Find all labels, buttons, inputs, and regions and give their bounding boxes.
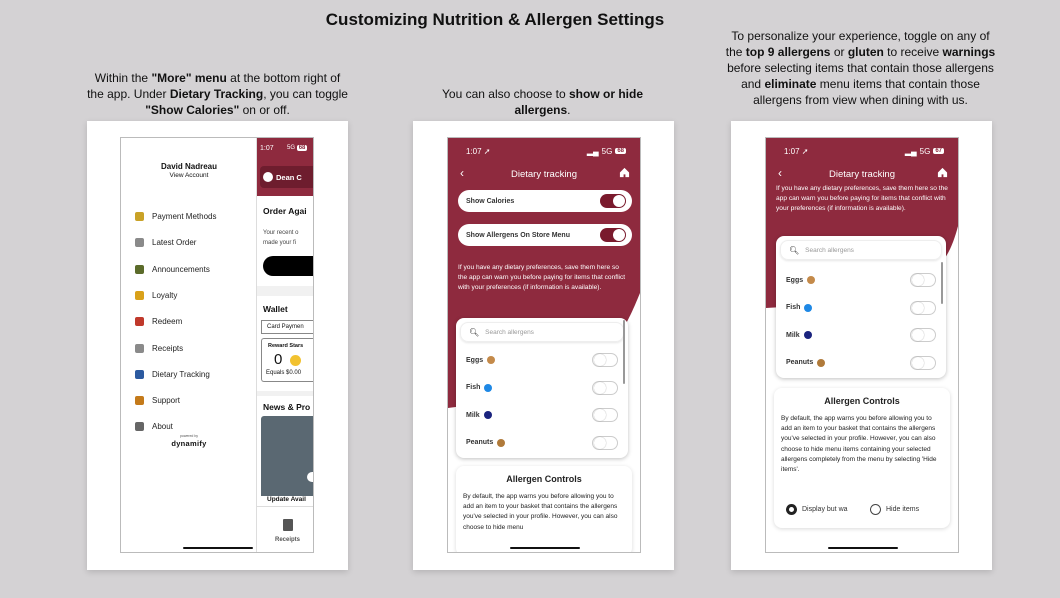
dietary-description: If you have any dietary preferences, save them here so the app can warn you before paying for items that conflict with your preferences (if information is available). xyxy=(458,264,626,291)
search-icon: 🔍︎ xyxy=(789,245,800,255)
allergen-list xyxy=(776,236,946,378)
store-logo-icon xyxy=(263,172,273,182)
allergen-name: Eggs xyxy=(466,356,484,364)
menu-item-label: Payment Methods xyxy=(152,212,217,221)
radio-selected-icon xyxy=(786,504,797,515)
equals-amount: Equals $0.00 xyxy=(266,370,302,376)
user-name: David Nadreau xyxy=(160,162,218,171)
reward-stars-card xyxy=(261,338,314,382)
battery-level: 67 xyxy=(935,148,942,154)
allergen-controls-card xyxy=(456,466,632,553)
caption-text: or xyxy=(830,45,848,59)
milk-icon xyxy=(484,411,492,419)
allergen-toggle-milk[interactable] xyxy=(910,328,936,342)
news-image xyxy=(261,416,314,496)
menu-item-label: Support xyxy=(152,396,181,406)
caption-text: eliminate xyxy=(764,77,817,91)
dynamify-logo: dynamify xyxy=(171,439,207,448)
allergen-label-group xyxy=(786,331,812,339)
fish-icon xyxy=(484,384,492,392)
battery-level: 68 xyxy=(298,145,306,151)
home-icon[interactable] xyxy=(937,167,948,178)
menu-item-redeem[interactable] xyxy=(135,317,182,326)
show-allergens-toggle[interactable] xyxy=(600,228,626,242)
allergen-row-peanuts xyxy=(466,435,618,451)
update-available-text: Update Avail xyxy=(267,496,306,503)
back-chevron-icon[interactable]: ‹ xyxy=(460,166,464,180)
caption-text: warnings xyxy=(942,45,996,59)
radio-hide-items[interactable] xyxy=(870,504,919,515)
medal-icon xyxy=(135,291,144,300)
order-again-heading: Order Agai xyxy=(263,206,307,216)
allergen-toggle-fish[interactable] xyxy=(910,301,936,315)
allergen-label-group xyxy=(786,359,825,367)
screenshot-card-personalize xyxy=(731,121,992,570)
back-chevron-icon[interactable]: ‹ xyxy=(778,166,782,180)
caption-more-menu xyxy=(87,70,348,118)
list-scrollbar[interactable] xyxy=(623,320,625,384)
list-scrollbar[interactable] xyxy=(941,262,943,304)
caption-text: "More" menu xyxy=(151,71,227,85)
status-time: 1:07 ➚ xyxy=(784,146,809,156)
cart-icon xyxy=(135,238,144,247)
caption-show-allergens xyxy=(422,86,663,118)
allergen-name: Peanuts xyxy=(466,439,494,446)
radio-display-warn[interactable] xyxy=(786,504,848,515)
menu-item-support[interactable] xyxy=(135,396,180,405)
search-placeholder: Search allergens xyxy=(485,328,534,336)
caption-text: . xyxy=(567,103,571,117)
allergen-toggle-eggs[interactable] xyxy=(910,273,936,287)
gift-icon xyxy=(135,317,144,326)
show-calories-toggle[interactable] xyxy=(600,194,626,208)
milk-icon xyxy=(804,331,812,339)
allergen-toggle-fish[interactable] xyxy=(592,381,618,395)
support-icon xyxy=(135,396,144,405)
caption-text: "Show Calories" xyxy=(145,103,240,117)
allergen-name: Fish xyxy=(786,304,801,311)
menu-item-label: Loyalty xyxy=(152,290,178,300)
fish-icon xyxy=(804,304,812,312)
allergen-toggle-milk[interactable] xyxy=(592,408,618,422)
allergen-controls-card xyxy=(774,388,950,528)
nav-bar xyxy=(448,166,640,182)
menu-item-label: Receipts xyxy=(152,343,184,353)
caption-text: before selecting items that contain those allergens and xyxy=(727,61,994,91)
side-menu xyxy=(121,138,257,553)
store-name: Dean C xyxy=(276,172,302,182)
caption-personalize xyxy=(722,28,999,108)
battery-level: 68 xyxy=(617,148,624,154)
receipts-tab[interactable]: Receipts xyxy=(275,537,301,543)
order-again-button[interactable] xyxy=(263,256,314,276)
star-icon xyxy=(290,355,301,366)
phone-more-menu xyxy=(120,137,314,553)
caption-text: Within the xyxy=(94,71,152,85)
show-calories-row xyxy=(458,190,632,212)
screenshot-card-show-allergens xyxy=(413,121,674,570)
menu-item-receipts[interactable] xyxy=(135,344,183,353)
allergen-row-milk xyxy=(466,407,618,423)
radio-unselected-icon xyxy=(870,504,881,515)
status-bar xyxy=(784,146,944,156)
page-title: Customizing Nutrition & Allergen Settings xyxy=(325,10,665,29)
egg-icon xyxy=(807,276,815,284)
powered-by-text: powered by xyxy=(179,434,199,438)
allergen-label-group xyxy=(466,384,492,392)
status-time: 1:07 ➚ xyxy=(466,146,491,156)
caption-text: gluten xyxy=(847,45,884,59)
allergen-name: Milk xyxy=(786,331,800,339)
allergen-label-group xyxy=(466,439,505,447)
radio-display-label: Display but wa xyxy=(802,506,848,513)
menu-item-loyalty[interactable] xyxy=(135,291,177,300)
peanut-icon xyxy=(817,359,825,367)
allergen-toggle-peanuts[interactable] xyxy=(592,436,618,450)
allergen-row-eggs xyxy=(786,272,936,288)
allergen-name: Fish xyxy=(466,384,481,391)
home-indicator xyxy=(828,547,898,549)
status-time: 1:07 xyxy=(260,145,274,152)
allergen-row-peanuts xyxy=(786,355,936,371)
home-indicator xyxy=(183,547,253,549)
wallet-heading: Wallet xyxy=(263,304,288,314)
signal-icon: ▂▄ xyxy=(904,146,917,156)
home-icon[interactable] xyxy=(619,167,630,178)
nav-title: Dietary tracking xyxy=(829,168,895,180)
caption-text: You can also choose to xyxy=(442,87,569,101)
signal-icon: ▂▄ xyxy=(586,146,599,156)
recent-order-text-2: made your fi xyxy=(263,240,297,246)
allergen-row-fish xyxy=(466,380,618,396)
caption-text: Dietary Tracking xyxy=(169,87,264,101)
menu-item-announcements[interactable] xyxy=(135,265,210,274)
allergen-name: Peanuts xyxy=(786,359,814,366)
peanut-icon xyxy=(497,439,505,447)
menu-item-payment-methods[interactable] xyxy=(135,212,216,221)
allergen-row-eggs xyxy=(466,352,618,368)
menu-item-label: Latest Order xyxy=(152,238,197,248)
allergen-controls-title: Allergen Controls xyxy=(824,396,900,406)
search-icon: 🔍︎ xyxy=(469,327,480,337)
network-label: 5G xyxy=(287,145,296,151)
radio-hide-label: Hide items xyxy=(886,506,920,513)
caption-text: menu items that contain those allergens from view when dining with us. xyxy=(753,77,980,107)
show-allergens-label: Show Allergens On Store Menu xyxy=(466,231,570,239)
network-label: 5G xyxy=(601,146,613,156)
allergen-search-input[interactable] xyxy=(780,240,942,260)
menu-item-label: Announcements xyxy=(152,264,210,274)
show-calories-label: Show Calories xyxy=(466,197,515,205)
caption-text: to receive xyxy=(883,45,943,59)
dietary-description: If you have any dietary preferences, save them here so the app can warn you before paying for items that conflict with your preferences (if information is available). xyxy=(776,185,948,212)
news-heading: News & Pro xyxy=(263,402,311,412)
reward-stars-label: Reward Stars xyxy=(268,343,304,349)
network-label: 5G xyxy=(919,146,931,156)
nav-bar xyxy=(766,166,958,182)
allergen-list xyxy=(456,318,628,458)
search-placeholder: Search allergens xyxy=(805,246,854,254)
receipts-tab-icon xyxy=(283,519,293,531)
allergen-label-group xyxy=(466,411,492,419)
card-payment-button[interactable]: Card Paymen xyxy=(261,320,314,334)
allergen-label-group xyxy=(466,356,495,364)
phone-dietary-tracking xyxy=(447,137,641,553)
allergen-controls-title: Allergen Controls xyxy=(506,474,582,484)
receipt-icon xyxy=(135,344,144,353)
allergen-label-group xyxy=(786,276,815,284)
allergen-name: Eggs xyxy=(786,276,804,284)
menu-item-latest-order[interactable] xyxy=(135,238,196,247)
view-account-link[interactable]: View Account xyxy=(169,172,209,179)
caption-text: at the bottom right of the app. Under xyxy=(87,71,341,101)
credit-card-icon xyxy=(135,212,144,221)
allergen-controls-text: By default, the app warns you before allowing you to add an item to your basket that contains the allergens you've selected in your profile. However, you can also choose to hide menu items containing your selected allergens completely from the menu by selecting 'Hide items'. xyxy=(781,415,937,474)
phone-dietary-tracking-2 xyxy=(765,137,959,553)
megaphone-icon xyxy=(135,265,144,274)
gear-icon xyxy=(135,422,144,431)
menu-item-label: Dietary Tracking xyxy=(152,369,210,379)
menu-item-dietary-tracking[interactable] xyxy=(135,370,210,379)
allergen-row-fish xyxy=(786,300,936,316)
allergen-label-group xyxy=(786,304,812,312)
allergen-controls-text: By default, the app warns you before allowing you to add an item to your basket that contains the allergens you've selected in your profile. However, you can also choose to hide menu xyxy=(463,493,618,531)
caption-text: To personalize your experience, toggle on any of the xyxy=(725,29,990,59)
recent-order-text: Your recent o xyxy=(263,230,299,236)
menu-item-label: About xyxy=(152,422,173,432)
allergen-toggle-peanuts[interactable] xyxy=(910,356,936,370)
home-indicator xyxy=(510,547,580,549)
allergen-toggle-eggs[interactable] xyxy=(592,353,618,367)
chart-icon xyxy=(135,370,144,379)
allergen-name: Milk xyxy=(466,411,480,419)
caption-text: top 9 allergens xyxy=(745,45,831,59)
egg-icon xyxy=(487,356,495,364)
caption-text: show or hide allergens xyxy=(514,87,643,117)
allergen-search-input[interactable] xyxy=(460,322,624,342)
show-allergens-row xyxy=(458,224,632,246)
reward-stars-value: 0 xyxy=(274,351,283,368)
menu-item-label: Redeem xyxy=(152,317,183,327)
screenshot-card-more-menu xyxy=(87,121,348,570)
menu-item-about[interactable] xyxy=(135,422,173,431)
caption-text: , you can toggle xyxy=(263,87,348,101)
nav-title: Dietary tracking xyxy=(511,168,577,180)
caption-text: on or off. xyxy=(239,103,290,117)
status-bar xyxy=(466,146,626,156)
allergen-row-milk xyxy=(786,327,936,343)
